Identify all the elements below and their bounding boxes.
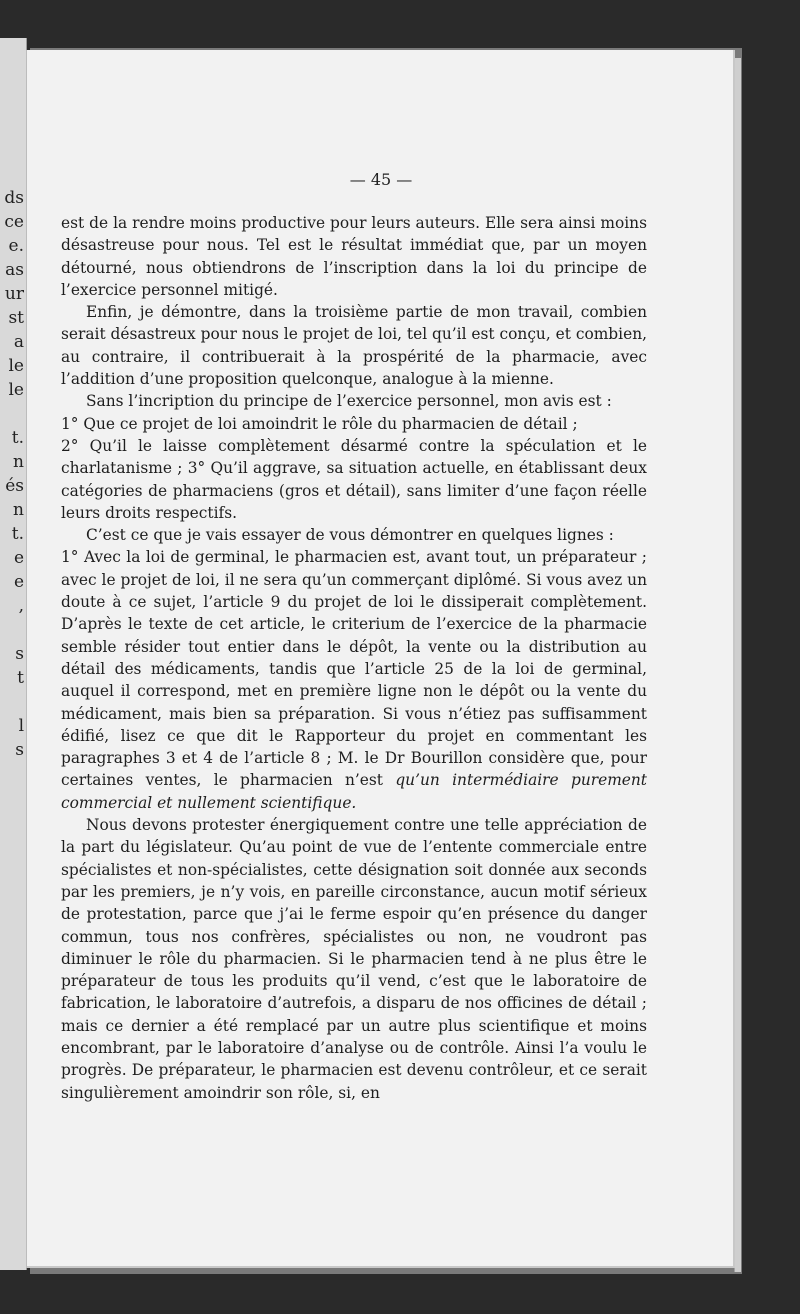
body-text [61,212,647,1104]
facing-page-fragment: ur [4,284,24,304]
facing-page-fragment: e. [8,236,24,256]
paragraph-3: Sans l’incription du principe de l’exercice personnel, mon avis est : [86,392,612,411]
argument-1 [61,546,647,814]
page-number: — 45 — [349,170,413,189]
facing-page-fragment: , [18,596,24,616]
facing-page-fragment: t [17,668,24,688]
facing-page-fragment: n [13,452,24,472]
argument-1-lead: 1° Avec la loi de germinal, le pharmacien est, avant tout, un préparateur ; avec le projet de loi, il ne sera qu’un commerçant diplômé. Si vous avez un doute à ce sujet, l’article 9 du projet de loi le dissiperait complètement. [61,548,647,612]
paragraph-4: C’est ce que je vais essayer de vous démontrer en quelques lignes : [86,526,614,545]
point-2-3: 2° Qu’il le laisse complètement désarmé contre la spéculation et le charlatanisme ; 3° Qu’il aggrave, sa situation actuelle, en établissant deux catégories de pharmaciens (gros et détail), sans limiter d’une façon réelle leurs droits respectifs. [61,436,647,522]
facing-page-fragment: ds [4,188,24,208]
facing-page-fragment: as [5,260,24,280]
facing-page-edge [0,38,27,1270]
paragraph-1: est de la rendre moins productive pour leurs auteurs. Elle sera ainsi moins désastreuse pour nous. Tel est le résultat immédiat que, par un moyen détourné, nous obtiendrons de l’inscription dans la loi du principe de l’exercice personnel mitigé. [61,214,647,299]
argument-1-continued: D’après le texte de cet article, le criterium de l’exercice de la pharmacie semble résider tout entier dans le dépôt, la vente ou la distribution au détail des médicaments, tandis que l’article 25 de la loi de germinal, auquel il correspond, met en première ligne non le dépôt ou la vente du médicament, mais bien sa préparation. Si vous n’étiez pas suffisamment édifié, lisez ce que dit le Rapporteur du projet en commentant les paragraphes 3 et 4 de l’article 8 ; M. le Dr Bourillon considère que, pour certaines ventes, le pharmacien n’est [61,615,647,790]
book-page [26,50,735,1268]
quoted-phrase: qu’un intermédiaire purement commercial et nullement scientifique. [61,771,647,812]
page-edge [734,58,741,1272]
facing-page-fragment: st [8,308,24,328]
facing-page-fragment: ce [4,212,24,232]
facing-page-fragment: le [8,380,24,400]
facing-page-fragment: és [5,476,24,496]
facing-page-fragment: e [13,572,24,592]
facing-page-fragment: t. [11,524,24,544]
facing-page-fragment: a [13,332,24,352]
paragraph-2: Enfin, je démontre, dans la troisième partie de mon travail, combien serait désastreux pour nous le projet de loi, tel qu’il est conçu, et combien, au contraire, il contribuerait à la prospérité de la pharmacie, avec l’addition d’une proposition quelconque, analogue à la mienne. [61,303,647,389]
facing-page-fragment: s [15,644,24,664]
paragraph-5: Nous devons protester énergiquement contre une telle appréciation de la part du législateur. Qu’au point de vue de l’entente commerciale entre spécialistes et non-spécialistes, cette désignation soit donnée aux seconds par les premiers, je n’y vois, en pareille circonstance, aucun motif sérieux de protestation, parce que j’ai le ferme espoir qu’en présence du danger commun, tous nos confrères, spécialistes ou non, ne voudront pas diminuer le rôle du pharmacien. Si le pharmacien tend à ne plus être le préparateur de tous les produits qu’il vend, c’est que le laboratoire de fabrication, le laboratoire d’autrefois, a disparu de nos officines de détail ; mais ce dernier a été remplacé par un autre plus scientifique et moins encombrant, par le laboratoire d’analyse ou de contrôle. Ainsi l’a voulu le progrès. De préparateur, le pharmacien est devenu contrôleur, et ce serait singulièrement amoindrir son rôle, si, en [61,816,647,1102]
facing-page-fragment: s [15,740,24,760]
point-1: 1° Que ce projet de loi amoindrit le rôle du pharmacien de détail ; [61,414,578,433]
facing-page-fragment: t. [11,428,24,448]
facing-page-fragment: e [13,548,24,568]
facing-page-fragment: le [8,356,24,376]
facing-page-fragment: l [18,716,24,736]
facing-page-fragment: n [13,500,24,520]
